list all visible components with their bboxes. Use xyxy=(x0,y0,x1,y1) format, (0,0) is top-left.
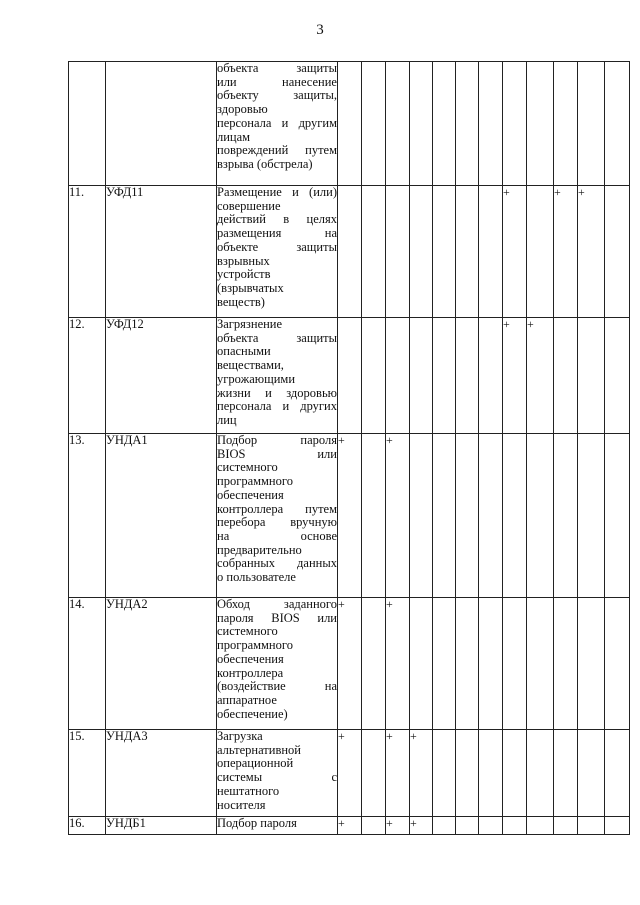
mark-cell xyxy=(527,730,554,817)
mark-cell: + xyxy=(410,817,433,835)
description-line: обеспечение) xyxy=(217,706,288,721)
table-row xyxy=(69,598,630,730)
mark-cell: + xyxy=(386,817,410,835)
mark-cell xyxy=(503,434,527,598)
mark-cell xyxy=(578,318,605,434)
description-line: или нанесение xyxy=(217,74,337,89)
mark-cell: + xyxy=(410,730,433,817)
threat-description xyxy=(217,186,338,318)
mark-cell: + xyxy=(578,186,605,318)
mark-cell xyxy=(527,186,554,318)
mark-cell xyxy=(527,434,554,598)
mark-cell xyxy=(456,598,479,730)
mark-cell xyxy=(527,817,554,835)
threat-code: УНДА1 xyxy=(106,434,217,598)
description-line: собранных данных xyxy=(217,556,337,571)
mark-cell: + xyxy=(338,598,362,730)
mark-cell xyxy=(456,817,479,835)
mark-cell: + xyxy=(338,434,362,598)
row-number xyxy=(69,62,106,186)
mark-cell xyxy=(433,434,456,598)
table-row xyxy=(69,730,630,817)
mark-cell xyxy=(605,62,630,186)
description-line: объекта защиты xyxy=(217,330,337,345)
page-number: 3 xyxy=(316,22,324,38)
table-row xyxy=(69,62,630,186)
mark-cell xyxy=(456,730,479,817)
description-line: объекта защиты xyxy=(217,61,337,75)
description-line: (воздействие на xyxy=(217,679,337,694)
mark-cell: + xyxy=(527,318,554,434)
mark-cell xyxy=(362,817,386,835)
threat-code: УНДА3 xyxy=(106,730,217,817)
description-line: операционной xyxy=(217,756,294,771)
description-line: BIOS или xyxy=(217,446,337,461)
mark-cell xyxy=(479,598,503,730)
row-number: 16. xyxy=(69,817,106,835)
mark-cell: + xyxy=(503,186,527,318)
table-row xyxy=(69,318,630,434)
mark-cell xyxy=(605,730,630,817)
description-line: Подбор пароля xyxy=(217,816,297,830)
table-row xyxy=(69,186,630,318)
mark-cell xyxy=(479,434,503,598)
description-line: объекте защиты xyxy=(217,239,337,254)
description-line: программного xyxy=(217,638,293,653)
description-line: действий в целях xyxy=(217,212,337,227)
description-line: на основе xyxy=(217,528,337,543)
description-line: системного xyxy=(217,624,278,639)
mark-cell xyxy=(605,434,630,598)
description-line: Подбор пароля xyxy=(217,433,337,447)
description-line: взрывных xyxy=(217,253,270,268)
description-line: предварительно xyxy=(217,542,302,557)
mark-cell xyxy=(578,817,605,835)
table-row xyxy=(69,817,630,835)
mark-cell xyxy=(554,62,578,186)
mark-cell xyxy=(479,730,503,817)
mark-cell xyxy=(433,817,456,835)
description-line: нештатного xyxy=(217,783,280,798)
mark-cell xyxy=(554,318,578,434)
mark-cell: + xyxy=(386,434,410,598)
mark-cell xyxy=(578,62,605,186)
description-line: носителя xyxy=(217,797,266,812)
mark-cell xyxy=(456,318,479,434)
row-number: 11. xyxy=(69,186,106,318)
description-line: аппаратное xyxy=(217,692,277,707)
mark-cell xyxy=(456,62,479,186)
mark-cell xyxy=(386,186,410,318)
mark-cell xyxy=(503,817,527,835)
threat-description xyxy=(217,434,338,598)
description-line: пароля BIOS или xyxy=(217,610,337,625)
row-number: 14. xyxy=(69,598,106,730)
table-row xyxy=(69,434,630,598)
mark-cell xyxy=(410,62,433,186)
mark-cell xyxy=(433,598,456,730)
threat-code: УФД11 xyxy=(106,186,217,318)
mark-cell xyxy=(479,318,503,434)
description-line: опасными xyxy=(217,344,271,359)
threat-code: УНДБ1 xyxy=(106,817,217,835)
mark-cell xyxy=(479,817,503,835)
description-line: обеспечения xyxy=(217,651,284,666)
threats-table xyxy=(68,61,630,835)
description-line: размещения на xyxy=(217,226,337,241)
row-number: 13. xyxy=(69,434,106,598)
threat-description xyxy=(217,598,338,730)
mark-cell: + xyxy=(386,730,410,817)
mark-cell xyxy=(503,598,527,730)
description-line: Размещение и (или) xyxy=(217,185,337,199)
mark-cell xyxy=(479,62,503,186)
description-line: Загрузка xyxy=(217,729,263,743)
description-line: веществ) xyxy=(217,294,265,309)
description-line: программного xyxy=(217,474,293,489)
description-line: лиц xyxy=(217,412,237,427)
mark-cell xyxy=(433,186,456,318)
mark-cell xyxy=(410,598,433,730)
description-line: обеспечения xyxy=(217,487,284,502)
mark-cell xyxy=(433,62,456,186)
row-number: 12. xyxy=(69,318,106,434)
description-line: жизни и здоровью xyxy=(217,385,337,400)
mark-cell xyxy=(605,318,630,434)
mark-cell: + xyxy=(554,186,578,318)
mark-cell xyxy=(362,434,386,598)
mark-cell xyxy=(386,318,410,434)
description-line: объекту защиты, xyxy=(217,88,337,103)
threat-description xyxy=(217,817,338,835)
threat-code: УФД12 xyxy=(106,318,217,434)
mark-cell xyxy=(554,434,578,598)
description-line: устройств xyxy=(217,267,271,282)
mark-cell xyxy=(527,62,554,186)
description-line: здоровью xyxy=(217,102,268,117)
threat-description xyxy=(217,62,338,186)
mark-cell xyxy=(410,434,433,598)
description-line: Обход заданного xyxy=(217,597,337,611)
row-number: 15. xyxy=(69,730,106,817)
mark-cell xyxy=(554,598,578,730)
mark-cell xyxy=(338,186,362,318)
description-line: контроллера путем xyxy=(217,501,337,516)
mark-cell xyxy=(433,318,456,434)
description-line: альтернативной xyxy=(217,742,301,757)
description-line: Загрязнение xyxy=(217,317,283,331)
threat-description xyxy=(217,318,338,434)
mark-cell: + xyxy=(386,598,410,730)
mark-cell xyxy=(554,730,578,817)
mark-cell: + xyxy=(338,817,362,835)
description-line: веществами, xyxy=(217,358,284,373)
description-line: контроллера xyxy=(217,665,284,680)
description-line: угрожающими xyxy=(217,371,296,386)
mark-cell xyxy=(456,186,479,318)
mark-cell xyxy=(578,598,605,730)
mark-cell xyxy=(479,186,503,318)
mark-cell xyxy=(503,730,527,817)
mark-cell xyxy=(554,817,578,835)
mark-cell xyxy=(605,186,630,318)
mark-cell xyxy=(386,62,410,186)
mark-cell xyxy=(338,62,362,186)
description-line: системы с xyxy=(217,770,337,785)
mark-cell xyxy=(578,730,605,817)
mark-cell xyxy=(605,598,630,730)
description-line: персонала и других xyxy=(217,399,337,414)
mark-cell xyxy=(527,598,554,730)
mark-cell xyxy=(362,730,386,817)
mark-cell xyxy=(362,318,386,434)
description-line: перебора вручную xyxy=(217,515,337,530)
mark-cell xyxy=(338,318,362,434)
mark-cell xyxy=(362,62,386,186)
description-line: о пользователе xyxy=(217,570,296,585)
mark-cell xyxy=(503,62,527,186)
mark-cell xyxy=(605,817,630,835)
threat-description xyxy=(217,730,338,817)
mark-cell xyxy=(578,434,605,598)
mark-cell xyxy=(410,318,433,434)
description-line: совершение xyxy=(217,198,281,213)
mark-cell xyxy=(456,434,479,598)
mark-cell xyxy=(362,186,386,318)
description-line: взрыва (обстрела) xyxy=(217,156,313,171)
mark-cell xyxy=(433,730,456,817)
description-line: системного xyxy=(217,460,278,475)
mark-cell: + xyxy=(338,730,362,817)
threat-code xyxy=(106,62,217,186)
description-line: лицам xyxy=(217,129,251,144)
description-line: повреждений путем xyxy=(217,143,337,158)
mark-cell xyxy=(362,598,386,730)
mark-cell: + xyxy=(503,318,527,434)
mark-cell xyxy=(410,186,433,318)
description-line: персонала и другим xyxy=(217,115,337,130)
description-line: (взрывчатых xyxy=(217,280,284,295)
threat-code: УНДА2 xyxy=(106,598,217,730)
